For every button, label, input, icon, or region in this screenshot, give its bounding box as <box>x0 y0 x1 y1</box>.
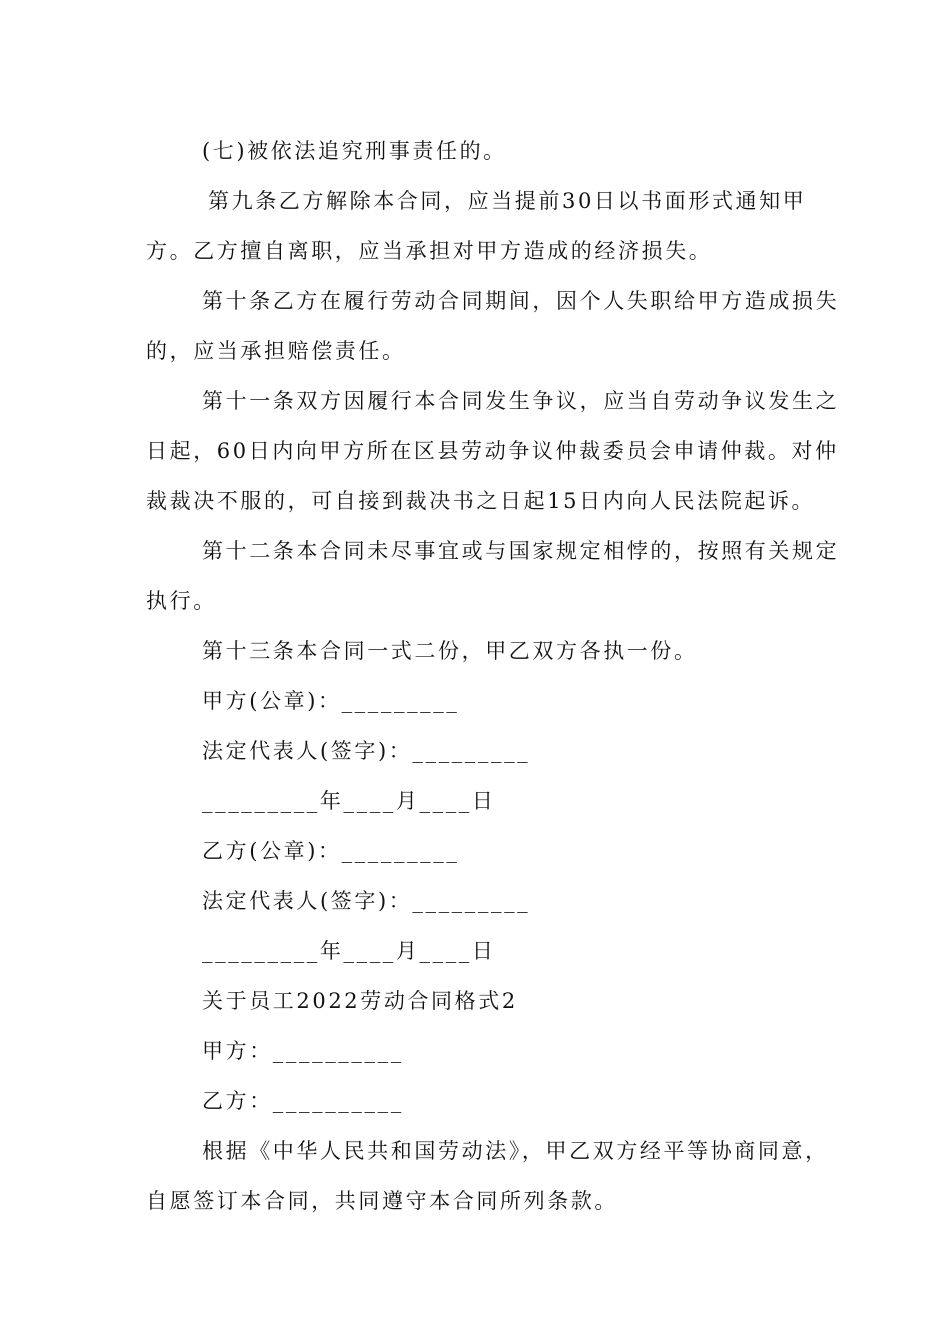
article-10-line-2: 的，应当承担赔偿责任。 <box>146 339 406 363</box>
article-11-line-2: 日起，60日内向甲方所在区县劳动争议仲裁委员会申请仲裁。对仲 <box>146 439 839 463</box>
article-11-line-1: 第十一条双方因履行本合同发生争议，应当自劳动争议发生之 <box>202 389 840 413</box>
article-11-line-3: 裁裁决不服的，可自接到裁决书之日起15日内向人民法院起诉。 <box>146 489 816 513</box>
preamble-line-2: 自愿签订本合同，共同遵守本合同所列条款。 <box>146 1189 618 1213</box>
party-b-seal-field: 乙方(公章)：_________ <box>202 839 460 863</box>
article-9-line-1: 第九条乙方解除本合同，应当提前30日以书面形式通知甲 <box>208 189 807 213</box>
preamble-line-1: 根据《中华人民共和国劳动法》，甲乙双方经平等协商同意， <box>202 1139 829 1163</box>
party-a-field: 甲方：__________ <box>202 1039 404 1063</box>
party-b-date-field: _________年____月____日 <box>202 939 496 963</box>
party-a-representative-field: 法定代表人(签字)：_________ <box>202 739 531 763</box>
party-b-field: 乙方：__________ <box>202 1089 404 1113</box>
document-body <box>146 126 840 1226</box>
clause-7-item: (七)被依法追究刑事责任的。 <box>202 139 507 163</box>
article-9-line-2: 方。乙方擅自离职，应当承担对甲方造成的经济损失。 <box>146 239 713 263</box>
party-a-seal-field: 甲方(公章)：_________ <box>202 689 460 713</box>
article-13: 第十三条本合同一式二份，甲乙双方各执一份。 <box>202 639 698 663</box>
section-title: 关于员工2022劳动合同格式2 <box>202 989 518 1013</box>
party-b-representative-field: 法定代表人(签字)：_________ <box>202 889 531 913</box>
article-12-line-2: 执行。 <box>146 589 217 613</box>
party-a-date-field: _________年____月____日 <box>202 789 496 813</box>
article-10-line-1: 第十条乙方在履行劳动合同期间，因个人失职给甲方造成损失 <box>202 289 840 313</box>
article-12-line-1: 第十二条本合同未尽事宜或与国家规定相悖的，按照有关规定 <box>202 539 840 563</box>
